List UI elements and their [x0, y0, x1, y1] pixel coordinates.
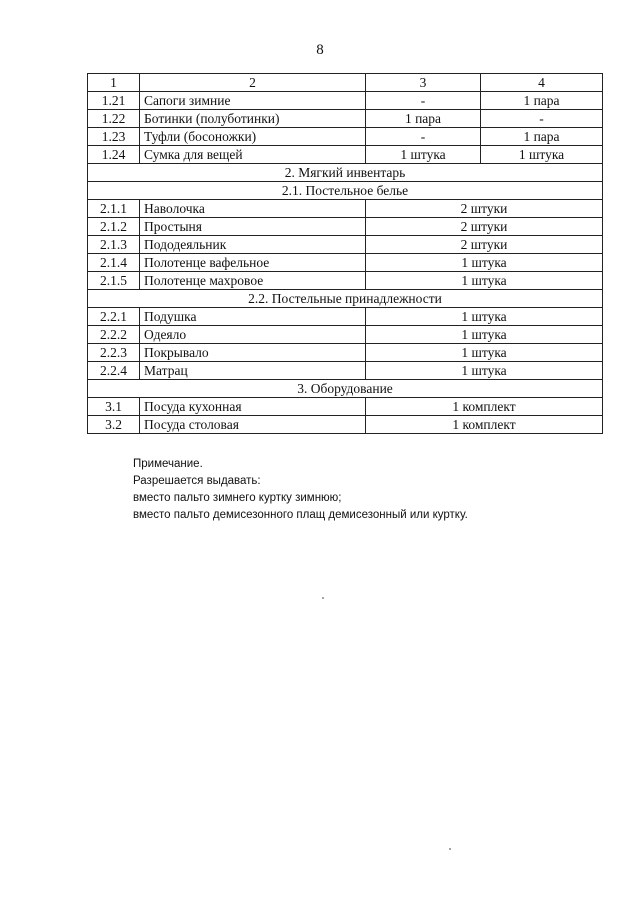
- row-number: 3.1: [88, 398, 140, 416]
- row-quantity: 2 штуки: [366, 236, 603, 254]
- table-row: [88, 398, 603, 416]
- row-name: Посуда столовая: [140, 416, 366, 434]
- row-col-3: 1 пара: [366, 110, 481, 128]
- section-row: [88, 182, 603, 200]
- row-name: Полотенце махровое: [140, 272, 366, 290]
- note-title: Примечание.: [133, 458, 203, 470]
- row-number: 3.2: [88, 416, 140, 434]
- row-name: Подушка: [140, 308, 366, 326]
- row-quantity: 1 штука: [366, 254, 603, 272]
- section-heading: 3. Оборудование: [88, 380, 603, 398]
- row-col-4: 1 штука: [481, 146, 603, 164]
- row-name: Простыня: [140, 218, 366, 236]
- row-name: Ботинки (полуботинки): [140, 110, 366, 128]
- table-row: [88, 308, 603, 326]
- row-number: 2.1.2: [88, 218, 140, 236]
- subsection-heading: 2.2. Постельные принадлежности: [88, 290, 603, 308]
- section-row: [88, 164, 603, 182]
- section-row: [88, 380, 603, 398]
- row-name: Посуда кухонная: [140, 398, 366, 416]
- row-name: Пододеяльник: [140, 236, 366, 254]
- table-row: [88, 146, 603, 164]
- row-number: 2.2.1: [88, 308, 140, 326]
- row-number: 2.2.3: [88, 344, 140, 362]
- table-row: [88, 236, 603, 254]
- table-row: [88, 200, 603, 218]
- row-number: 2.1.5: [88, 272, 140, 290]
- row-number: 2.1.4: [88, 254, 140, 272]
- table-row: [88, 92, 603, 110]
- row-number: 1.21: [88, 92, 140, 110]
- note-line: вместо пальто зимнего куртку зимнюю;: [133, 492, 342, 504]
- section-heading: 2. Мягкий инвентарь: [88, 164, 603, 182]
- row-quantity: 1 штука: [366, 326, 603, 344]
- row-col-4: 1 пара: [481, 92, 603, 110]
- row-quantity: 1 штука: [366, 272, 603, 290]
- row-number: 2.1.1: [88, 200, 140, 218]
- table-row: [88, 254, 603, 272]
- row-number: 2.2.2: [88, 326, 140, 344]
- table-row: [88, 326, 603, 344]
- row-name: Туфли (босоножки): [140, 128, 366, 146]
- row-name: Одеяло: [140, 326, 366, 344]
- row-number: 1.24: [88, 146, 140, 164]
- row-name: Матрац: [140, 362, 366, 380]
- row-number: 1.23: [88, 128, 140, 146]
- table-row: [88, 272, 603, 290]
- supply-table: [87, 73, 603, 434]
- header-col-1: 1: [88, 74, 140, 92]
- row-name: Наволочка: [140, 200, 366, 218]
- subsection-heading: 2.1. Постельное белье: [88, 182, 603, 200]
- page-number: 8: [316, 42, 324, 58]
- row-number: 2.1.3: [88, 236, 140, 254]
- row-number: 1.22: [88, 110, 140, 128]
- row-name: Сапоги зимние: [140, 92, 366, 110]
- scan-speck: [449, 848, 451, 850]
- section-row: [88, 290, 603, 308]
- row-col-3: -: [366, 92, 481, 110]
- table-row: [88, 362, 603, 380]
- table-row: [88, 110, 603, 128]
- row-name: Сумка для вещей: [140, 146, 366, 164]
- row-quantity: 1 штука: [366, 362, 603, 380]
- row-col-3: -: [366, 128, 481, 146]
- row-quantity: 2 штуки: [366, 218, 603, 236]
- table-row: [88, 128, 603, 146]
- row-col-4: 1 пара: [481, 128, 603, 146]
- note-block: [133, 456, 468, 524]
- row-quantity: 1 штука: [366, 344, 603, 362]
- note-line: Разрешается выдавать:: [133, 475, 261, 487]
- scan-speck: [322, 597, 324, 599]
- row-col-3: 1 штука: [366, 146, 481, 164]
- row-col-4: -: [481, 110, 603, 128]
- header-col-2: 2: [140, 74, 366, 92]
- header-col-4: 4: [481, 74, 603, 92]
- table-row: [88, 218, 603, 236]
- row-quantity: 2 штуки: [366, 200, 603, 218]
- row-name: Полотенце вафельное: [140, 254, 366, 272]
- row-quantity: 1 комплект: [366, 416, 603, 434]
- row-quantity: 1 комплект: [366, 398, 603, 416]
- row-quantity: 1 штука: [366, 308, 603, 326]
- note-line: вместо пальто демисезонного плащ демисезонный или куртку.: [133, 509, 468, 521]
- header-col-3: 3: [366, 74, 481, 92]
- row-name: Покрывало: [140, 344, 366, 362]
- row-number: 2.2.4: [88, 362, 140, 380]
- table-header-row: [88, 74, 603, 92]
- table-row: [88, 344, 603, 362]
- table-row: [88, 416, 603, 434]
